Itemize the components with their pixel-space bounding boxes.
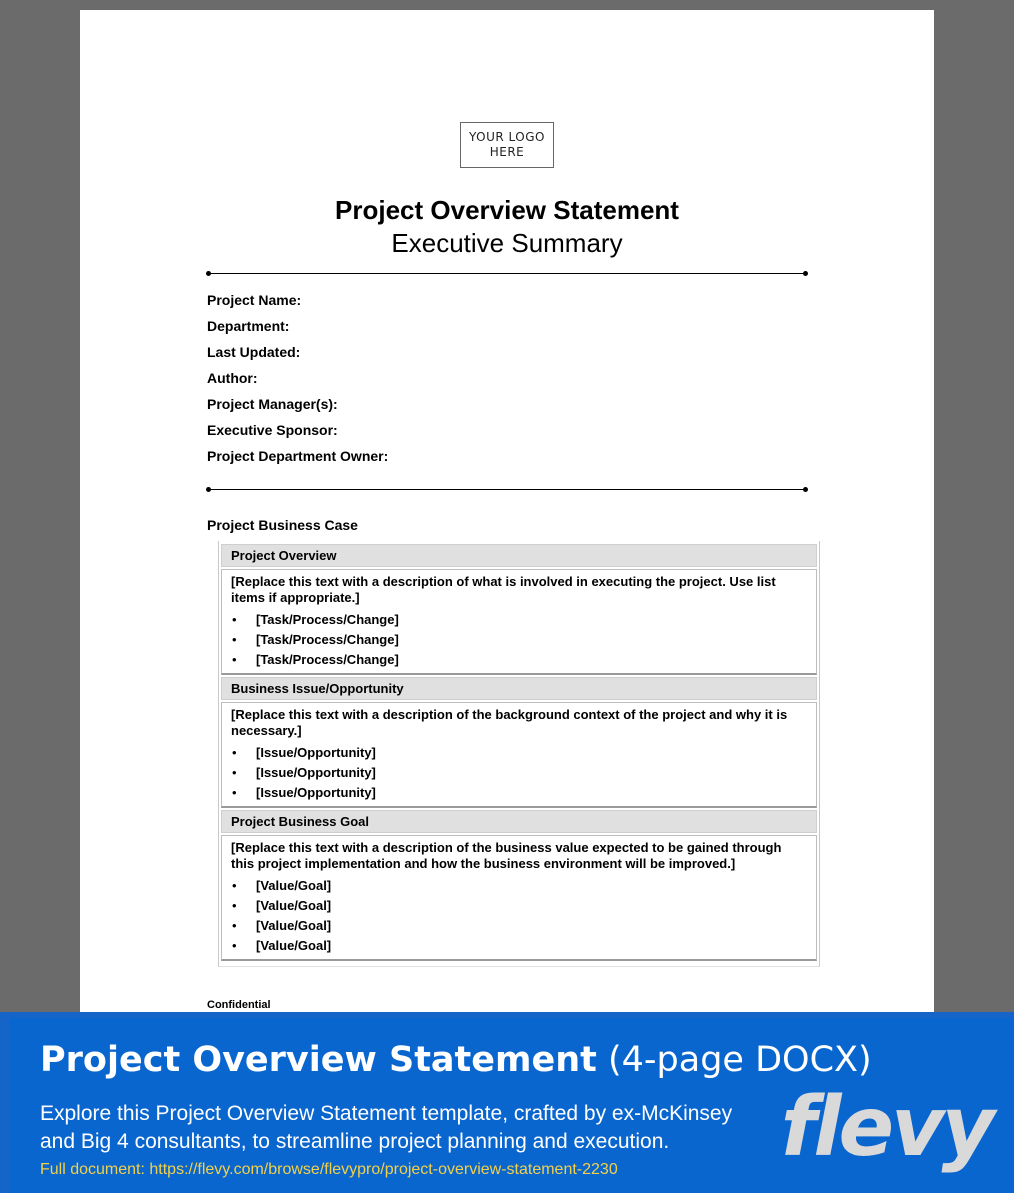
section-heading: Project Overview	[221, 544, 817, 567]
document-subtitle: Executive Summary	[391, 228, 623, 258]
list-item: • [Value/Goal]	[231, 916, 806, 936]
section-heading: Business Issue/Opportunity	[221, 677, 817, 700]
logo-placeholder-text: YOUR LOGO HERE	[468, 130, 545, 159]
list-item: • [Task/Process/Change]	[231, 610, 806, 630]
document-title: Project Overview Statement	[335, 195, 679, 225]
field-department: Department:	[207, 318, 290, 334]
list-item: • [Issue/Opportunity]	[231, 783, 806, 803]
bullet-list	[231, 743, 806, 803]
list-item: • [Task/Process/Change]	[231, 630, 806, 650]
full-document-link[interactable]: Full document: https://flevy.com/browse/flevypro/project-overview-statement-2230	[40, 1161, 618, 1178]
list-item: • [Issue/Opportunity]	[231, 763, 806, 783]
confidential-footer: Confidential	[207, 999, 271, 1011]
section-body	[221, 702, 817, 808]
bullet-list	[231, 876, 806, 956]
divider-top	[208, 273, 806, 274]
section-description: [Replace this text with a description of the business value expected to be gained through this project implementation and how the business environment will be improved.]	[231, 840, 782, 871]
flevy-logo: flevy	[780, 1080, 992, 1175]
banner-title-format: (4-page DOCX)	[596, 1040, 872, 1080]
promo-banner	[0, 1012, 1014, 1193]
field-project-managers: Project Manager(s):	[207, 396, 338, 412]
field-project-name: Project Name:	[207, 292, 302, 308]
section-business-goal	[221, 810, 817, 961]
banner-description-line: and Big 4 consultants, to streamline project planning and execution.	[40, 1130, 670, 1153]
section-body	[221, 569, 817, 675]
bullet-list	[231, 610, 806, 670]
list-item: • [Value/Goal]	[231, 936, 806, 956]
project-info-fields	[207, 292, 388, 474]
section-project-overview	[221, 544, 817, 675]
list-item: • [Value/Goal]	[231, 896, 806, 916]
section-business-issue	[221, 677, 817, 808]
section-body	[221, 835, 817, 961]
section-description: [Replace this text with a description of the background context of the project and why it is necessary.]	[231, 707, 788, 738]
section-description: [Replace this text with a description of what is involved in executing the project. Use list items if appropriate.]	[231, 574, 776, 605]
business-case-table	[218, 541, 820, 967]
business-case-heading: Project Business Case	[207, 517, 358, 533]
banner-title-bold: Project Overview Statement	[40, 1040, 597, 1080]
document-page	[80, 10, 934, 1012]
divider-bottom	[208, 489, 806, 490]
list-item: • [Issue/Opportunity]	[231, 743, 806, 763]
logo-placeholder	[460, 122, 554, 168]
banner-description	[40, 1100, 740, 1156]
field-last-updated: Last Updated:	[207, 344, 301, 360]
field-author: Author:	[207, 370, 258, 386]
list-item: • [Value/Goal]	[231, 876, 806, 896]
section-heading: Project Business Goal	[221, 810, 817, 833]
banner-description-line: Explore this Project Overview Statement template, crafted by ex-McKinsey	[40, 1102, 733, 1125]
list-item: • [Task/Process/Change]	[231, 650, 806, 670]
field-executive-sponsor: Executive Sponsor:	[207, 422, 338, 438]
field-department-owner: Project Department Owner:	[207, 448, 389, 464]
promo-banner-panel	[10, 1018, 1014, 1193]
banner-title	[40, 1040, 872, 1080]
